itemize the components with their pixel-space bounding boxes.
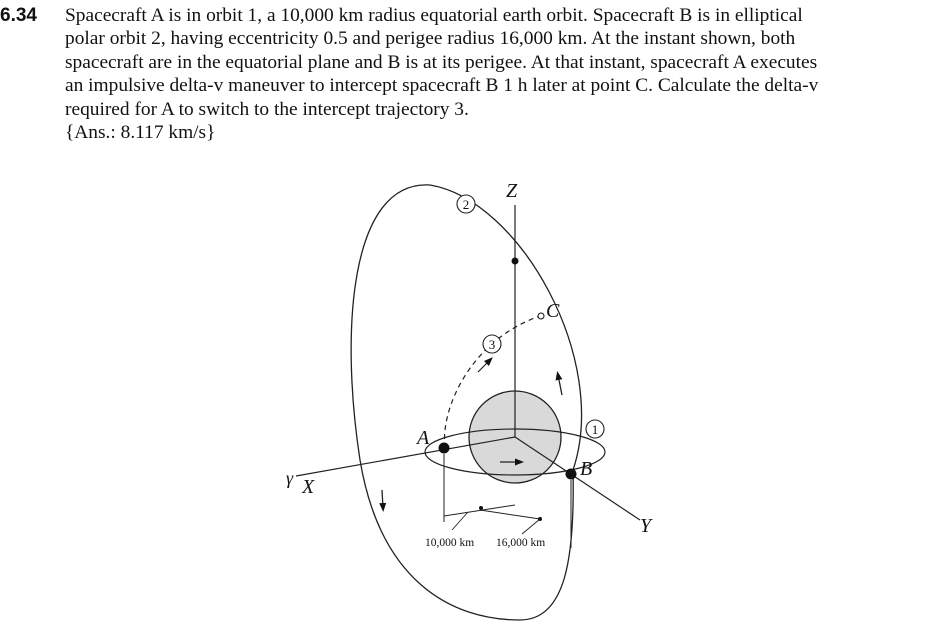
orbit-3-number: 3 [488,337,496,352]
problem-line-2: polar orbit 2, having eccentricity 0.5 and perigee radius 16,000 km. At the instant shown, both [65,28,796,50]
orbit-2-arrow-right [558,375,562,395]
dim-10000-label: 10,000 km [425,537,475,549]
spacecraft-a-dot [439,443,450,454]
orbit-1-number: 1 [591,422,599,437]
dim-10000-line [444,505,515,516]
dim-16000-label: 16,000 km [496,537,546,549]
problem-line-3: spacecraft are in the equatorial plane and B is at its perigee. At that instant, spacecraft A executes [65,51,818,73]
orbit-3-arrow [478,360,490,372]
answer-line: {Ans.: 8.117 km/s} [65,122,216,144]
y-axis-label: Y [640,515,652,537]
x-axis-label: X [302,476,315,498]
dim-16000-leader [522,519,540,534]
dim-16000-line [480,510,540,519]
orbit-2-arrow-left [382,490,383,508]
spacecraft-b-dot [566,469,577,480]
problem-line-1: 6.34 Spacecraft A is in orbit 1, a 10,000 km radius equatorial earth orbit. Spacecraft B is in elliptical [0,5,803,26]
point-c-marker [538,313,544,319]
point-c-label: C [546,300,560,322]
orbit-2-number: 2 [462,197,470,212]
dim-tick-2 [538,517,542,521]
problem-line-5: required for A to switch to the intercept trajectory 3. [65,98,469,120]
dim-tick-1 [479,506,483,510]
z-axis-crossing-dot [512,258,519,265]
point-b-label: B [580,458,593,480]
problem-number: 6.34 [0,5,37,26]
z-axis-label: Z [506,180,518,202]
gamma-label: γ [286,468,294,488]
point-a-label: A [417,427,430,449]
problem-line-4: an impulsive delta-v maneuver to intercept spacecraft B 1 h later at point C. Calculate the delta-v [65,75,819,97]
orbit-2-path [351,185,581,620]
